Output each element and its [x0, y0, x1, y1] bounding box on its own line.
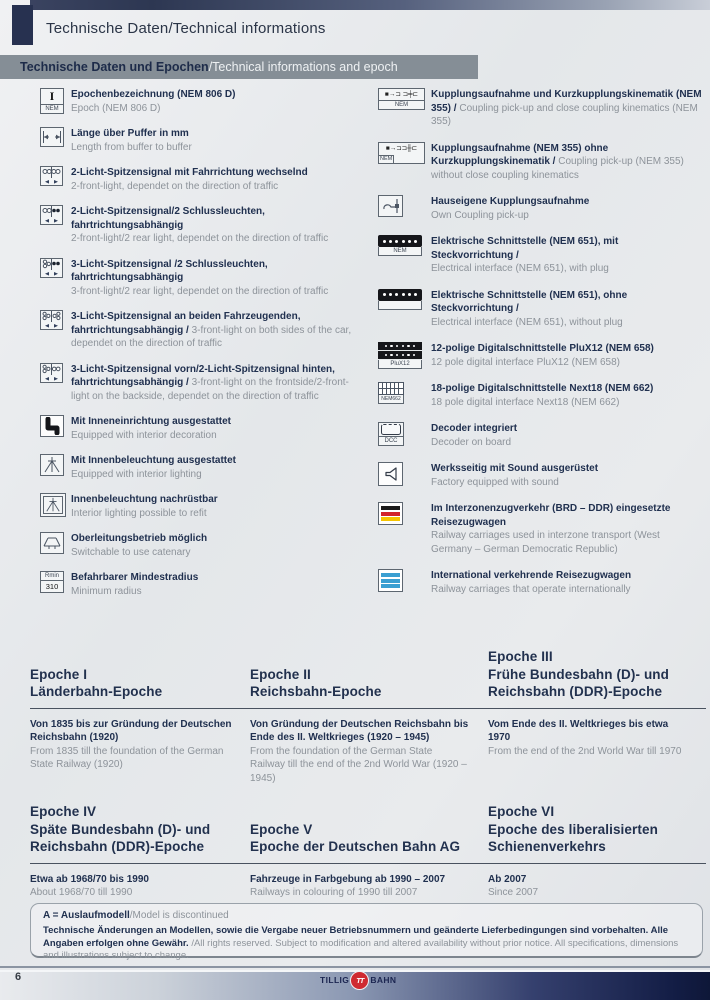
page-title: Technische Daten/Technical informations: [46, 20, 326, 37]
nem651-plug-icon: NEM: [378, 235, 426, 256]
front-light-3-rear-icon: [40, 258, 67, 278]
front-light-2-rear-icon: [40, 205, 67, 225]
epoch-description: Etwa ab 1968/70 bis 1990 About 1968/70 till 1990: [30, 873, 149, 898]
top-gradient-bar: [30, 0, 710, 10]
front-light-3-both-icon: [40, 310, 67, 330]
plux12-icon: PluX12: [378, 342, 426, 369]
discontinued-note: A = Auslaufmodell/Model is discontinued: [43, 910, 229, 921]
legend-item: PluX12 12-polige Digitalschnittstelle PluX12 (NEM 658) 12 pole digital interface PluX12 (NEM 658): [378, 342, 703, 369]
coupling-no-kinematics-icon: ■→⊐⊐╫⊏ NEM: [378, 142, 426, 164]
catenary-icon: [40, 532, 67, 554]
legend-item: International verkehrende Reisezugwagen Railway carriages that operate internationally: [378, 569, 703, 596]
page-number: 6: [15, 971, 22, 983]
epoch-body-row-2: [30, 873, 706, 900]
legend-item: 3-Licht-Spitzensignal /2 Schlussleuchten, fahrtrichtungsabhängig 3-front-light/2 rear light, dependet on the direction of traffic: [40, 258, 356, 299]
epoch-description: Von 1835 bis zur Gründung der Deutschen Reichsbahn (1920) From 1835 till the foundation of the German State Railway (1920): [30, 718, 232, 770]
legend-column-right: [378, 88, 703, 598]
legend-item: I NEM Epochenbezeichnung (NEM 806 D) Epoch (NEM 806 D): [40, 88, 356, 115]
legend-item: Rmin 310 Befahrbarer Mindestradius Minimum radius: [40, 571, 356, 598]
sound-icon: [378, 462, 426, 486]
epoch-titles-row-2: [30, 803, 706, 856]
nem651-no-plug-icon: [378, 289, 426, 310]
epoch-title: Epoche I Länderbahn-Epoche: [30, 666, 163, 699]
legend-item: Werksseitig mit Sound ausgerüstet Factory equipped with sound: [378, 462, 703, 489]
legend-item: Oberleitungsbetrieb möglich Switchable to use catenary: [40, 532, 356, 559]
legend-item: 2-Licht-Spitzensignal/2 Schlussleuchten, fahrtrichtungsabhängig 2-front-light/2 rear light, dependet on the direction of traffic: [40, 205, 356, 246]
epoch-body-row-1: [30, 718, 706, 786]
epoch-title: Epoche V Epoche der Deutschen Bahn AG: [250, 821, 461, 854]
logo-text-tillig: TILLIG: [320, 975, 350, 985]
legend-item: Länge über Puffer in mm Length from buffer to buffer: [40, 127, 356, 154]
legend-item: DCC Decoder integriert Decoder on board: [378, 422, 703, 449]
epochs-section: [30, 648, 706, 900]
legend-item: NEM662 18-polige Digitalschnittstelle Next18 (NEM 662) 18 pole digital interface Next18 (NEM 662): [378, 382, 703, 409]
epoch-description: Ab 2007 Since 2007: [488, 873, 539, 898]
symbol-legend: [40, 88, 703, 598]
epoch-nem-icon: I NEM: [40, 88, 67, 114]
epoch-titles-row-1: [30, 648, 706, 701]
legend-item: 3-Licht-Spitzensignal vorn/2-Licht-Spitzensignal hinten, fahrtrichtungsabhängig / 3-front-light on the frontside/2-front-light on the backside, dependet on the direction of traffic: [40, 363, 356, 404]
legend-item: 2-Licht-Spitzensignal mit Fahrrichtung wechselnd 2-front-light, dependet on the direction of traffic: [40, 166, 356, 193]
legend-item: 3-Licht-Spitzensignal an beiden Fahrzeugenden, fahrtrichtungsabhängig / 3-front-light on both sides of the car, dependet on the direction of traffic: [40, 310, 356, 351]
legend-item: ■→⊐ ⊐╪⊏ NEM Kupplungsaufnahme und Kurzkupplungskinematik (NEM 355) / Coupling pick-up and close coupling kinematics (NEM 355): [378, 88, 703, 129]
footer-separator: [0, 966, 710, 968]
epoch-description: Von Gründung der Deutschen Reichsbahn bis Ende des II. Weltkrieges (1920 – 1945) From the foundation of the German State Railway till the end of the 2nd World War (1920 – 1945): [250, 718, 469, 784]
epoch-title: Epoche VI Epoche des liberalisierten Schienenverkehrs: [488, 804, 658, 854]
epoch-title: Epoche III Frühe Bundesbahn (D)- und Reichsbahn (DDR)-Epoche: [488, 649, 669, 699]
own-coupling-icon: [378, 195, 426, 217]
epoch-title: Epoche IV Späte Bundesbahn (D)- und Reichsbahn (DDR)-Epoche: [30, 804, 211, 854]
international-icon: [378, 569, 426, 592]
corner-block: [12, 5, 33, 45]
interzone-flag-icon: [378, 502, 426, 525]
front-light-3-2-icon: [40, 363, 67, 383]
legend-item: Mit Innenbeleuchtung ausgestattet Equipped with interior lighting: [40, 454, 356, 481]
legend-item: Innenbeleuchtung nachrüstbar Interior lighting possible to refit: [40, 493, 356, 520]
buffer-length-icon: [40, 127, 67, 147]
next18-icon: NEM662: [378, 382, 426, 404]
legend-item: Elektrische Schnittstelle (NEM 651), ohne Steckvorrichtung / Electrical interface (NEM 651), without plug: [378, 289, 703, 330]
legal-note: Technische Änderungen an Modellen, sowie die Vergabe neuer Betriebsnummern und geänderte Lieferbedingungen sind vorbehalten. Alle Angaben erfolgen ohne Gewähr. /All rights reserved. Subject to modification and altered availability without prior notice. All specifications, dimensions and illustrations subject to change.: [43, 925, 679, 961]
front-light-2-icon: [40, 166, 67, 186]
legend-item: Im Interzonenzugverkehr (BRD – DDR) eingesetzte Reisezugwagen Railway carriages used in interzone transport (West Germany – German Democratic Republic): [378, 502, 703, 556]
legend-item: Mit Inneneinrichtung ausgestattet Equipped with interior decoration: [40, 415, 356, 442]
epoch-divider: [30, 863, 706, 864]
lighting-refit-icon: [40, 493, 67, 517]
interior-lighting-icon: [40, 454, 67, 476]
logo-tt-badge: TT: [350, 971, 369, 990]
legend-item: NEM Elektrische Schnittstelle (NEM 651), mit Steckvorrichtung / Electrical interface (NEM 651), with plug: [378, 235, 703, 276]
section-header-de: Technische Daten und Epochen: [20, 60, 209, 74]
section-header: [0, 55, 478, 79]
legend-item: Hauseigene Kupplungsaufnahme Own Coupling pick-up: [378, 195, 703, 222]
footer-note-box: [30, 903, 703, 961]
section-header-en: /Technical informations and epoch: [208, 60, 398, 74]
decoder-icon: DCC: [378, 422, 426, 446]
coupling-kinematics-icon: ■→⊐ ⊐╪⊏ NEM: [378, 88, 426, 110]
epoch-description: Fahrzeuge in Farbgebung ab 1990 – 2007 Railways in colouring of 1990 till 2007: [250, 873, 446, 898]
min-radius-icon: Rmin 310: [40, 571, 67, 593]
legend-item: ■→⊐⊐╫⊏ NEM Kupplungsaufnahme (NEM 355) ohne Kurzkupplungskinematik / Coupling pick-up (NEM 355) without close coupling kinematics: [380, 142, 684, 181]
logo-text-bahn: BAHN: [370, 975, 397, 985]
legend-column-left: [40, 88, 356, 598]
epoch-title: Epoche II Reichsbahn-Epoche: [250, 666, 382, 699]
interior-decoration-icon: [40, 415, 67, 437]
epoch-divider: [30, 708, 706, 709]
epoch-description: Vom Ende des II. Weltkrieges bis etwa 1970 From the end of the 2nd World War till 1970: [488, 718, 682, 757]
tillig-bahn-logo: [320, 969, 396, 991]
